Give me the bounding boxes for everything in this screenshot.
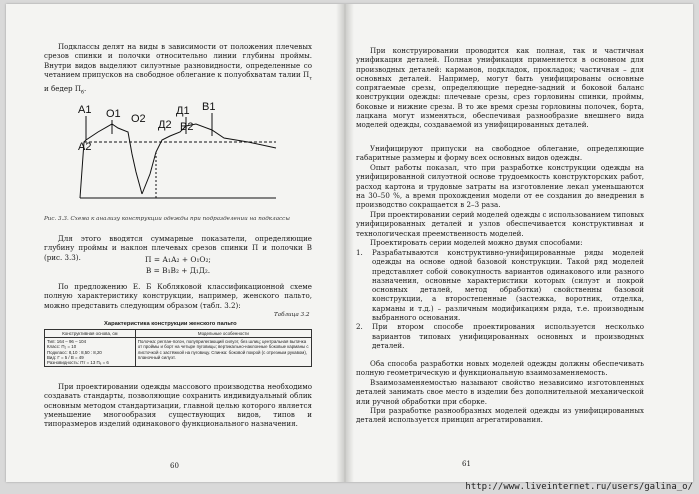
table-cell-model-features: Полочка: реглан-погон, полуприлегающий силуэт, без шлиц; центральная вытачка от проймы и борт на четыре пуговицы; вертикально-наклонные боковые карманы с листочкой с застёжкой на пуговицу. Спинка: боковой покрой (с отрезным рукавом), планочный силуэт. [135,338,311,367]
fig-label-d1: Д1 [176,105,190,117]
fig-label-a2: А2 [78,141,92,153]
fig-label-v1: В1 [202,102,216,113]
formula-v: В = В₁В₂ + Д₁Д₂. [145,266,211,275]
table-line: Тип: 164 – 96 – 104 [47,339,87,345]
list-item [356,248,644,322]
right-page [348,4,693,482]
construction-scheme-figure [76,102,281,212]
left-para-4: При проектировании одежды массового производства необходимо создавать стандарты, позволяющие сохранить индивидуальный облик основным методом стандартизации, главной целью которого является уменьшение многообразия существующих видов, типов и типоразмеров изделий одинакового функционального назначения. [44,382,312,429]
left-para-1: Подклассы делят на виды в зависимости от положения плечевых срезов спинки и полочки относительно линии глубины проймы. Внутри видов выделяют силуэтные разновидности, определенные со четанием припусков на свободное облегание к полуобхватам талии $П_т$ и бедер $П_б$. [44,42,312,95]
table-header-cell: Модельные особенности [135,330,311,338]
list-item-text: При втором способе проектирования используется несколько вариантов типовых унифицированных основных и производных деталей. [372,322,644,350]
table-header-row [45,330,312,338]
fig-label-o1: О1 [106,108,121,120]
methods-list [356,248,644,350]
right-para-8: При разработке разнообразных моделей одежды из унифицированных деталей используется принцип агрегатирования. [356,406,644,425]
right-para-4: При проектировании серий моделей одежды с использованием типовых унифицированных деталей и узлов обеспечивается конструктивная и технологическая преемственность моделей. [356,210,644,238]
list-item-number: 1. [356,248,363,257]
fig-label-a1: А1 [78,104,92,116]
right-para-3: Опыт работы показал, что при разработке конструкции одежды на унифицированной силуэтной основе трудоемкость конструкторских работ, расход картона и трудовые затраты на изготовление лекал уменьшаются на 30–50 %, а время прохождения модели от ее создания до внедрения в производство сокращается в 2–3 раза. [356,163,644,210]
left-page [6,4,342,482]
table-line: Подкласс: 8,10 : 8,50 : 8,20 [47,349,102,355]
table-line: Вид: Г = 5 / В = 49 [47,354,84,360]
left-para-2: Для этого вводятся суммарные показатели, определяющие глубину проймы и наклон плечевых срезов спинки П и полочки В (рис. 3.3). [44,234,312,262]
right-para-5: Проектировать серии моделей можно двумя способами: [370,238,583,247]
book-spread [6,4,693,482]
left-para-3: По предложению Е. Б Кобляковой классификационной схеме полную характеристику конструкции, например, женского пальто, можно представить следующим образом (табл. 3.2): [44,282,312,310]
coat-characteristics-table [44,329,312,367]
formula-p: П = А₁А₂ + О₁О₂; [145,255,211,264]
right-para-6: Оба способа разработки новых моделей одежды должны обеспечивать полную геометрическую и функциональную взаимозаменяемость. [356,359,644,378]
table-line: Класс: П₂ = 10 [47,344,77,350]
table-line: Разновидность: Пт = 13 П₆ = 6 [47,360,109,366]
page-number-right: 61 [462,460,471,468]
fig-label-v2: В2 [180,121,194,133]
table-cell-construction-base [45,338,136,367]
right-para-1: При конструировании проводится как полная, так и частичная унификация деталей. Полная унификация применяется в основном для производных деталей: карманов, подкладок, прокладок; частичная – для основных деталей. Например, могут быть унифицированы основные сопрягаемые срезы, определяющие передне-задний и боковой баланс конструкции одежды: плечевые срезы, срез горловины спинки, проймы, боковые и нижние срезы. В то же время срезы горловины полочек, борта, лацкана могут изменяться, обеспечивая разнообразие внешнего вида моделей одежды, создаваемой из унифицированных деталей. [356,46,644,130]
table-row [45,338,312,367]
source-url-watermark: http://www.liveinternet.ru/users/galina_o/ [465,482,693,492]
right-para-7: Взаимозаменяемостью называют свойство независимо изготовленных деталей занимать свое место в изделии без дополнительной механической или ручной обработки при сборке. [356,378,644,406]
table-header-cell: Конструктивная основа, см [45,330,136,338]
fig-label-d2: Д2 [158,119,172,131]
list-item [356,322,644,350]
figure-caption: Рис. 3.3. Схема к анализу конструкции одежды при подразделении на подклассы [44,216,290,222]
page-number-left: 60 [170,462,179,470]
list-item-number: 2. [356,322,363,332]
fig-label-o2: О2 [131,113,146,125]
right-para-2: Унифицируют припуски на свободное облегание, определяющие габаритные размеры и форму всех основных видов одежды. [356,144,644,163]
list-item-text: Разрабатываются конструктивно-унифицированные ряды моделей одежды на основе одной базовой конструкции. Такой ряд моделей представляет собой совокупность вариантов одинакового или разного назначения, основные характеристики которых (силуэт и покрой основных деталей, метод обработки) свойственны базовой конструкции, а второстепенные (застежка, воротник, отделка, карманы и т.д.) – различным модификациям ряда, т.е. производным выбранного основания. [372,248,644,323]
table-title: Характеристика конструкции женского пальто [104,321,237,327]
table-number: Таблица 3.2 [274,312,310,318]
